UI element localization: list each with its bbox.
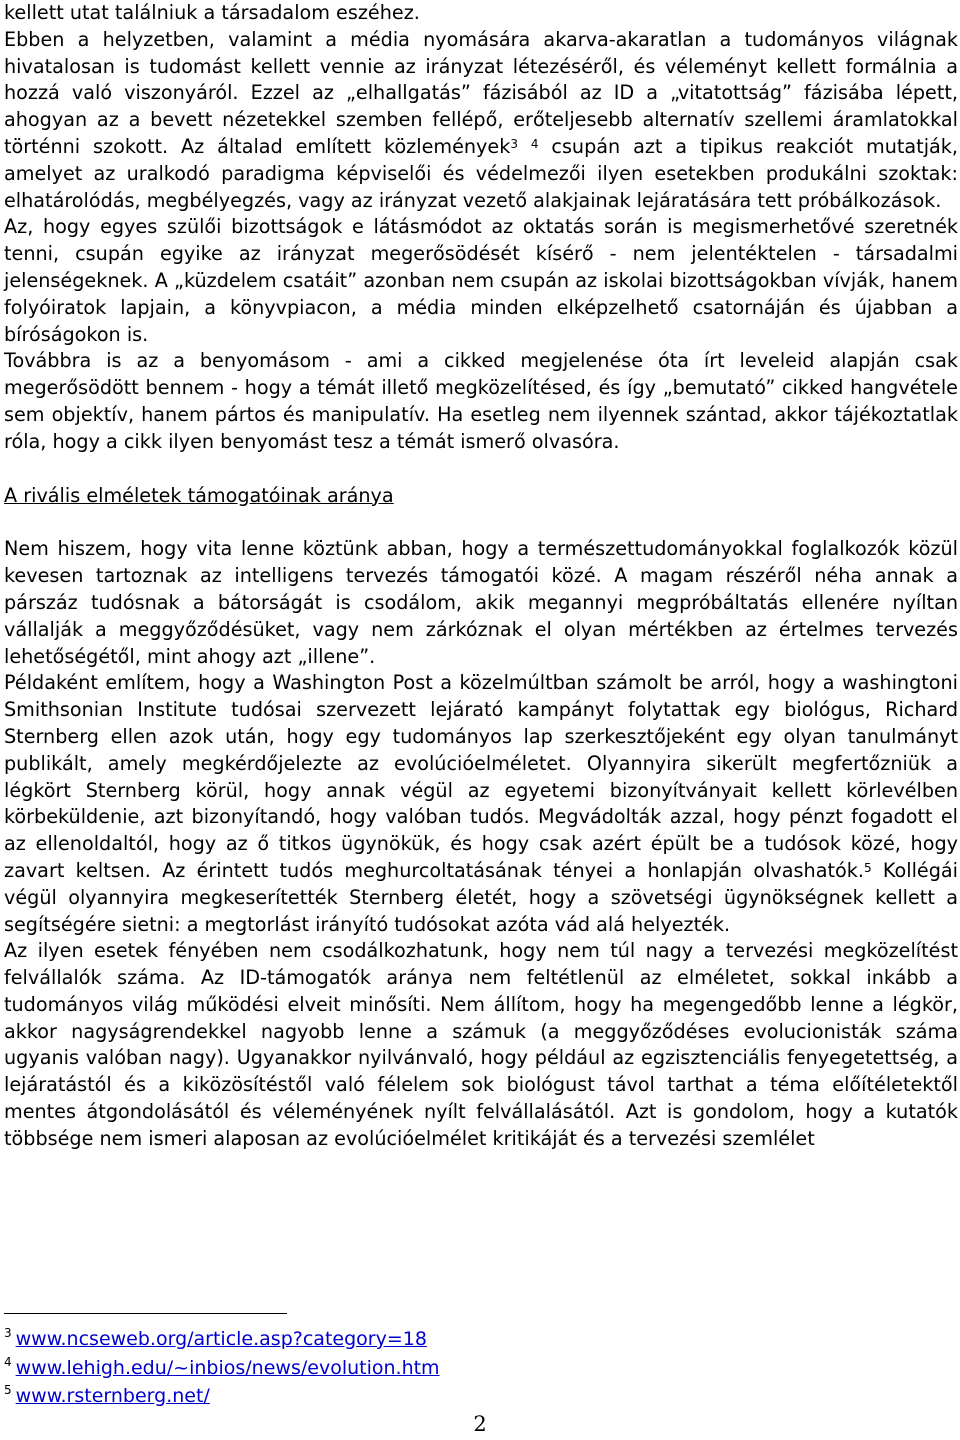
paragraph-2 xyxy=(4,27,958,215)
footnote-number: 3 xyxy=(4,1326,12,1340)
footnote-ref-5[interactable]: 5 xyxy=(863,860,872,875)
footnote-link[interactable]: www.rsternberg.net/ xyxy=(15,1385,210,1407)
footnote-link[interactable]: www.ncseweb.org/article.asp?category=18 xyxy=(15,1328,427,1350)
paragraph-1: kellett utat találniuk a társadalom eszéhez. xyxy=(4,1,420,24)
footnote-5 xyxy=(4,1383,604,1412)
footnote-4 xyxy=(4,1355,604,1384)
footnote-ref-4[interactable]: 4 xyxy=(530,136,539,151)
footnote-separator xyxy=(4,1313,287,1314)
paragraph-3: Az, hogy egyes szülői bizottságok e látásmódot az oktatás során is megismerhetővé szeretnék tenni, csupán egyike az irányzat megerősödését kísérő - nem jelentéktelen - társadalmi jelenségeknek. A „küzdelem csatáit” azonban nem csupán az iskolai bizottságokban vívják, hanem folyóiratok lapjain, a könyvpiacon, a média minden elképzelhető csatornáján és újabban a bíróságokon is. xyxy=(4,215,958,346)
footnote-ref-3[interactable]: 3 xyxy=(510,136,518,151)
paragraph-5: Nem hiszem, hogy vita lenne köztünk abban, hogy a természettudományokkal foglalkozók közül kevesen tartoznak az intelligens tervezés támogatói közé. A magam részéről néha annak a párszáz tudósnak a bátorságát is csodálom, akik megannyi megpróbáltatás ellenére nyíltan vállalják a meggyőződésüket, vagy nem zárkóznak el olyan mértékben az értelmes tervezés lehetőségétől, mint ahogy azt „illene”. xyxy=(4,537,958,668)
paragraph-4: Továbbra is az a benyomásom - ami a cikked megjelenése óta írt leveleid alapján csak megerősödött bennem - hogy a témát illető megközelítésed, és így „bemutató” cikked hangvétele sem objektív, hanem pártos és manipulatív. Ha esetleg nem ilyennek szántad, akkor tájékoztatlak róla, hogy a cikk ilyen benyomást tesz a témát ismerő olvasóra. xyxy=(4,349,958,453)
footnotes xyxy=(4,1326,604,1412)
footnote-3 xyxy=(4,1326,604,1355)
paragraph-7: Az ilyen esetek fényében nem csodálkozhatunk, hogy nem túl nagy a tervezési megközelítést felvállalók száma. Az ID-támogatók aránya nem feltétlenül az elméletet, sokkal inkább a tudományos világ működési elveit minősíti. Nem állítom, hogy ha megengedőbb lenne a légkör, akkor nagyságrendekkel nagyobb lenne a számuk (a meggyőződéses evolucionisták száma ugyanis valóban nagy). Ugyanakkor nyilvánvaló, hogy például az egzisztenciális fenyegetettség, a lejáratástól és a kiközösítéstől való félelem sok biológust távol tarthat a téma előítéletektől mentes átgondolásától és véleményének nyílt felvállalásától. Azt is gondolom, hogy a kutatók többsége nem ismeri alaposan az evolúcióelmélet kritikáját és a tervezési szemlélet xyxy=(4,939,958,1150)
paragraph-6 xyxy=(4,670,958,938)
paragraph-6-text-b: Kollégái végül olyannyira megkeserítették Sternberg életét, hogy a szövetségi ügynökségnek kellett a segítségére sietni: a megtorlást irányító tudósokat azóta vád alá helyezték. xyxy=(4,858,958,936)
footnote-number: 4 xyxy=(4,1354,12,1369)
paragraph-2-text-b: csupán azt a tipikus reakciót mutatják, amelyet az uralkodó paradigma képviselői és védelmezői ilyen esetekben produkálni szoktak: elhatárolódás, megbélyegzés, vagy az irányzat vezető alakjainak lejáratására tett próbálkozások. xyxy=(4,134,958,212)
paragraph-6-text-a: Példaként említem, hogy a Washington Post a közelmúltban számolt be arról, hogy a washingtoni Smithsonian Institute tudósai szervezett lejárató kampányt folytattak egy biológus, Richard Sternberg ellen azok után, hogy egy tudományos lap szerkesztőjeként egy olyan tanulmányt publikált, amely megkérdőjelezte az evolúcióelméletet. Olyannyira sikerült megfertőzniük a légkört Sternberg körül, hogy annak végül az egyetemi bizonyítványait kellett körlevélben körbeküldenie, azt bizonyítandó, hogy valóban tudós. Megvádolták azzal, hogy pénzt fogadott el az ellenoldaltól, hogy az ő titkos ügynökük, és hogy csak azért épült be a tudósok közé, hogy zavart keltsen. Az érintett tudós meghurcoltatásának tényei a honlapján olvashatók. xyxy=(4,671,958,882)
section-heading: A rivális elméletek támogatóinak aránya xyxy=(4,483,394,507)
page-number: 2 xyxy=(473,1412,487,1436)
paragraph-2-text-a: Ebben a helyzetben, valamint a média nyomására akarva-akaratlan a tudományos világnak hivatalosan is tudomást kellett vennie az irányzat létezéséről, és véleményt kellett formálnia a hozzá való viszonyáról. Ezzel az „elhallgatás” fázisából az ID a „vitatottság” fázisába lépett, ahogyan az a bevett nézetekkel szemben fellépő, erőteljesebb alternatív szellemi áramlatokkal történni szokott. Az általad említett közlemények xyxy=(4,27,958,158)
page-body xyxy=(4,0,958,1153)
footnote-number: 5 xyxy=(4,1383,12,1397)
footnote-link[interactable]: www.lehigh.edu/~inbios/news/evolution.htm xyxy=(15,1356,440,1379)
